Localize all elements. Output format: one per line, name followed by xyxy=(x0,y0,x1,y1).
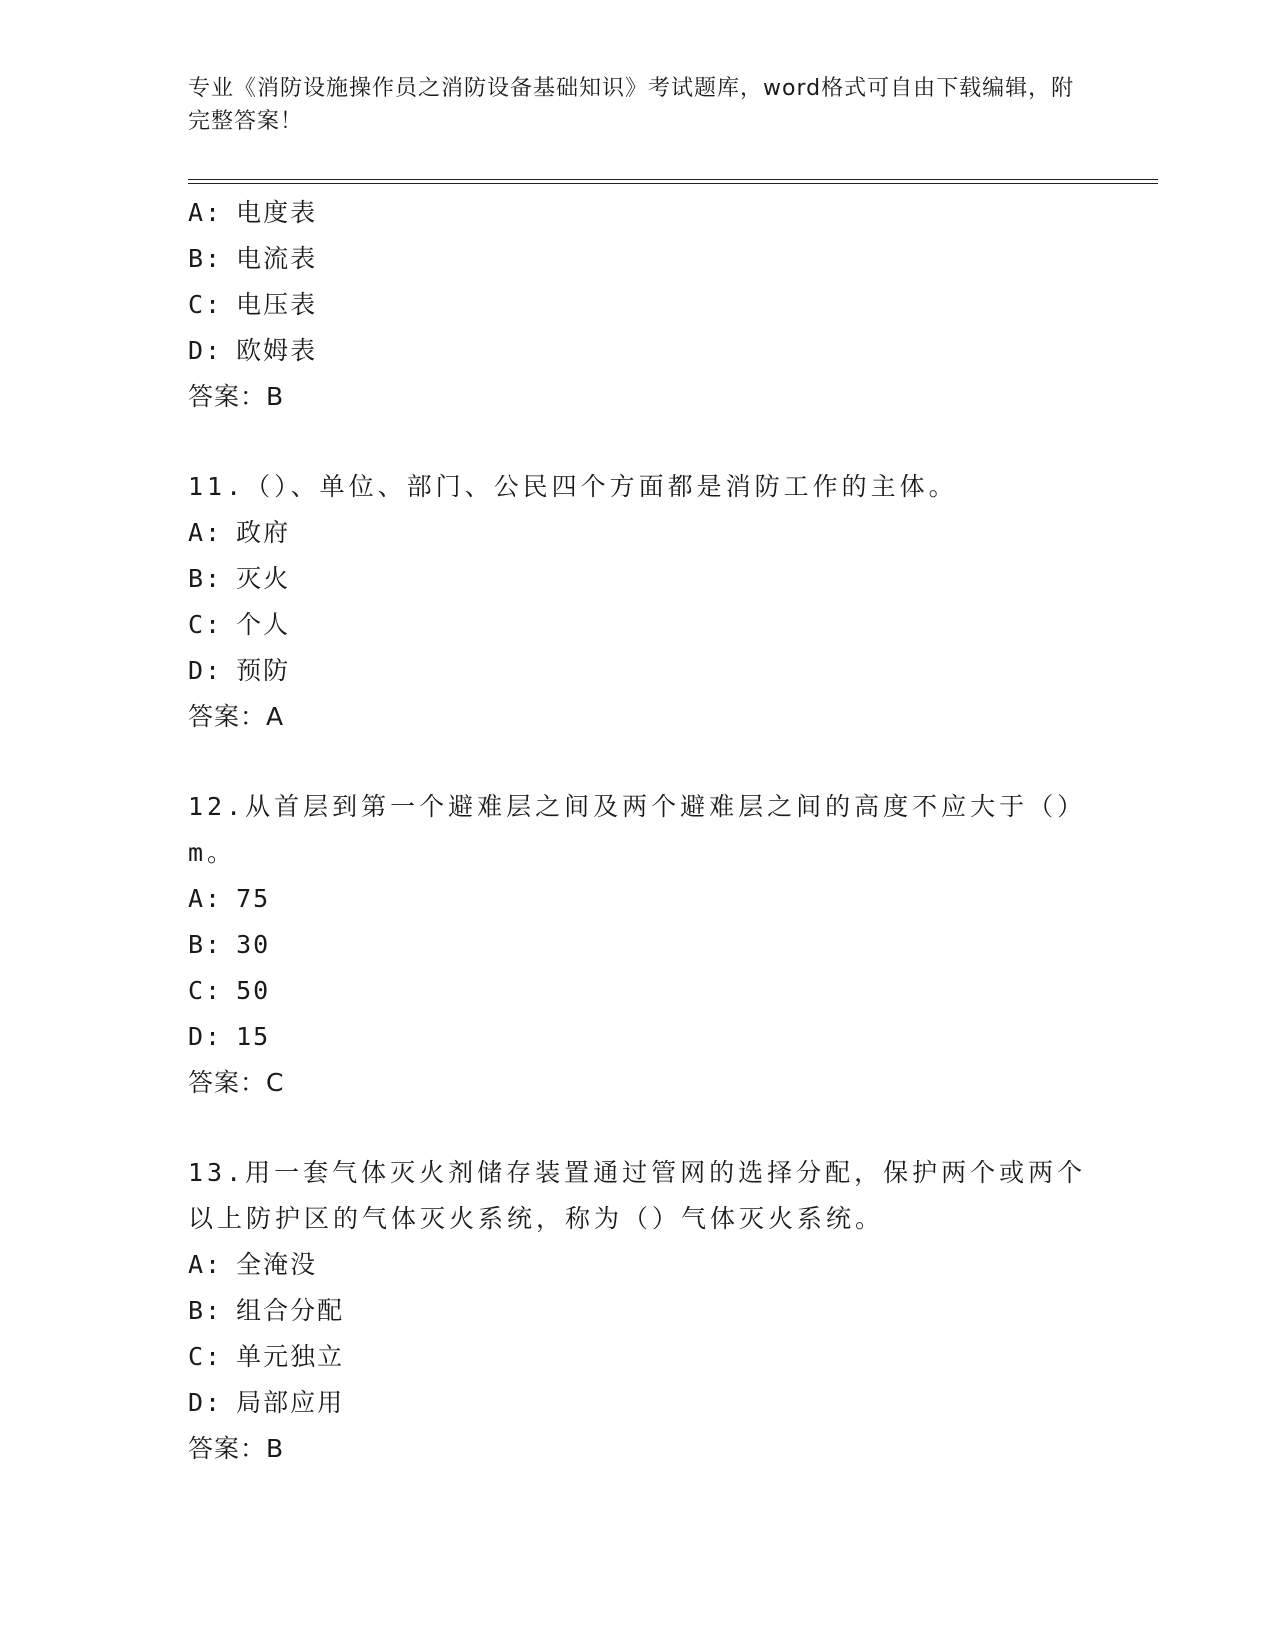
answer-label: 答案：B xyxy=(188,1434,285,1463)
answer-label: 答案：B xyxy=(188,382,285,411)
option-c: C: 个人 xyxy=(188,610,291,639)
answer-label: 答案：C xyxy=(188,1068,285,1097)
option-d: D: 局部应用 xyxy=(188,1388,345,1417)
option-d: D: 预防 xyxy=(188,656,291,685)
option-c: C: 电压表 xyxy=(188,290,318,319)
option-b: B: 电流表 xyxy=(188,244,318,273)
question-text: 11.（）、单位、部门、公民四个方面都是消防工作的主体。 xyxy=(188,472,958,501)
document-header xyxy=(188,72,1088,138)
question-text: 12.从首层到第一个避难层之间及两个避难层之间的高度不应大于（）m。 xyxy=(188,792,1087,867)
option-a: A: 75 xyxy=(188,884,271,913)
option-a: A: 全淹没 xyxy=(188,1250,318,1279)
option-d: D: 欧姆表 xyxy=(188,336,318,365)
question-text: 13.用一套气体灭火剂储存装置通过管网的选择分配，保护两个或两个以上防护区的气体灭火系统，称为（）气体灭火系统。 xyxy=(188,1158,1087,1233)
header-divider xyxy=(188,179,1158,184)
header-title: 专业《消防设施操作员之消防设备基础知识》考试题库，word格式可自由下载编辑，附完整答案！ xyxy=(188,76,1075,134)
question-block-11 xyxy=(188,464,1088,740)
option-d: D: 15 xyxy=(188,1022,271,1051)
option-c: C: 50 xyxy=(188,976,271,1005)
option-c: C: 单元独立 xyxy=(188,1342,345,1371)
option-a: A: 电度表 xyxy=(188,198,318,227)
question-block-10-continued xyxy=(188,190,1088,420)
question-block-12 xyxy=(188,784,1088,1106)
option-a: A: 政府 xyxy=(188,518,291,547)
answer-label: 答案：A xyxy=(188,702,285,731)
option-b: B: 灭火 xyxy=(188,564,291,593)
option-b: B: 组合分配 xyxy=(188,1296,345,1325)
question-list xyxy=(188,190,1088,1472)
option-b: B: 30 xyxy=(188,930,271,959)
question-block-13 xyxy=(188,1150,1088,1472)
